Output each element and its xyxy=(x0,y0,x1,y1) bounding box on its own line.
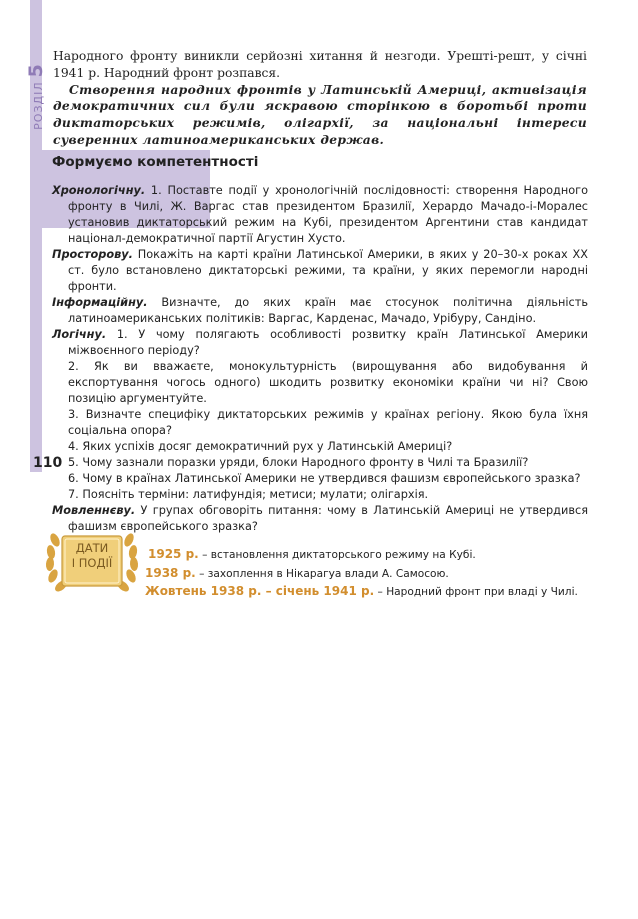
event-text: – Народний фронт при владі у Чилі. xyxy=(374,586,578,598)
logical-question: 5. Чому зазнали поразки уряди, блоки Народного фронту в Чилі та Бразилії? xyxy=(68,456,529,469)
task-text: Покажіть на карті країни Латинської Америки, в яких у 20–30-х роках XX ст. було встановлено диктаторські режими, та країни, у яких перемогли народні фронти. xyxy=(68,248,588,293)
logical-question: 6. Чому в країнах Латинської Америки не утвердився фашизм європейського зразка? xyxy=(68,472,581,485)
task-label: Мовленнєву. xyxy=(52,504,136,517)
event-date: 1925 р. xyxy=(148,547,199,561)
competencies-title: Формуємо компетентності xyxy=(52,154,259,170)
section-word: РОЗДІЛ xyxy=(32,81,45,130)
task-chronological xyxy=(52,183,588,247)
logical-question: 3. Визначте специфіку диктаторських режимів у країнах регіону. Якою була їхня соціальна опора? xyxy=(68,408,588,437)
intro-paragraph: Народного фронту виникли серйозні хитання й незгоди. Урешті-решт, у січні 1941 р. Народний фронт розпався. xyxy=(53,49,587,80)
task-label: Просторову. xyxy=(52,248,133,261)
logical-question: 2. Як ви вважаєте, монокультурність (вирощування або видобування й експортування чогось одного) шкодить розвитку економіки країни чи ні? Свою позицію аргументуйте. xyxy=(68,360,588,405)
task-spatial xyxy=(52,247,588,295)
task-label: Інформаційну. xyxy=(52,296,148,309)
event-date: Жовтень 1938 р. – січень 1941 р. xyxy=(145,584,375,598)
section-label xyxy=(22,42,50,152)
logical-question: 4. Яких успіхів досяг демократичний рух у Латинській Америці? xyxy=(68,440,453,453)
date-event-item xyxy=(143,546,623,565)
task-text: 1. У чому полягають особливості розвитку країн Латинської Америки міжвоєнного періоду? xyxy=(68,328,588,357)
task-text: У групах обговоріть питання: чому в Латинській Америці не утвердився фашизм європейського зразка? xyxy=(68,504,588,533)
page-number: 110 xyxy=(33,455,63,471)
dates-events-badge xyxy=(44,532,140,594)
task-label: Логічну. xyxy=(52,328,107,341)
task-label: Хронологічну. xyxy=(52,184,146,197)
competency-tasks xyxy=(52,183,588,535)
dates-list xyxy=(143,546,623,602)
event-text: – захоплення в Нікарагуа влади А. Самосою. xyxy=(195,567,449,580)
event-text: – встановлення диктаторського режиму на Кубі. xyxy=(198,549,476,561)
badge-line: І ПОДІЇ xyxy=(71,555,113,570)
badge-line: ДАТИ xyxy=(75,541,109,555)
badge-text xyxy=(64,541,120,570)
intro-text xyxy=(53,48,587,149)
task-informational xyxy=(52,295,588,327)
task-logical xyxy=(52,327,588,359)
section-number: 5 xyxy=(25,64,47,78)
logical-question: 7. Поясніть терміни: латифундія; метиси; мулати; олігархія. xyxy=(68,488,429,501)
date-event-item xyxy=(143,583,623,602)
task-text: 1. Поставте події у хронологічній послідовності: створення Народного фронту в Чилі, Ж. Варгас став президентом Бразилії, Херардо Мачадо-і-Моралес установив диктаторський режим на Кубі, президентом Аргентини став кандидат націонал-демократичної партії Агустин Хусто. xyxy=(68,184,588,245)
event-date: 1938 р. xyxy=(145,565,196,580)
intro-emphasis-paragraph: Створення народних фронтів у Латинській Америці, активізація демократичних сил були яскравою сторінкою в боротьбі проти диктаторських режимів, олігархії, за національні інтереси суверенних латиноамериканських держав. xyxy=(53,81,587,147)
date-event-item xyxy=(143,565,623,584)
task-text: Визначте, до яких країн має стосунок політична діяльність латиноамериканських політиків: Варгас, Карденас, Мачадо, Урібуру, Сандіно. xyxy=(68,296,588,325)
task-speech xyxy=(52,503,588,535)
